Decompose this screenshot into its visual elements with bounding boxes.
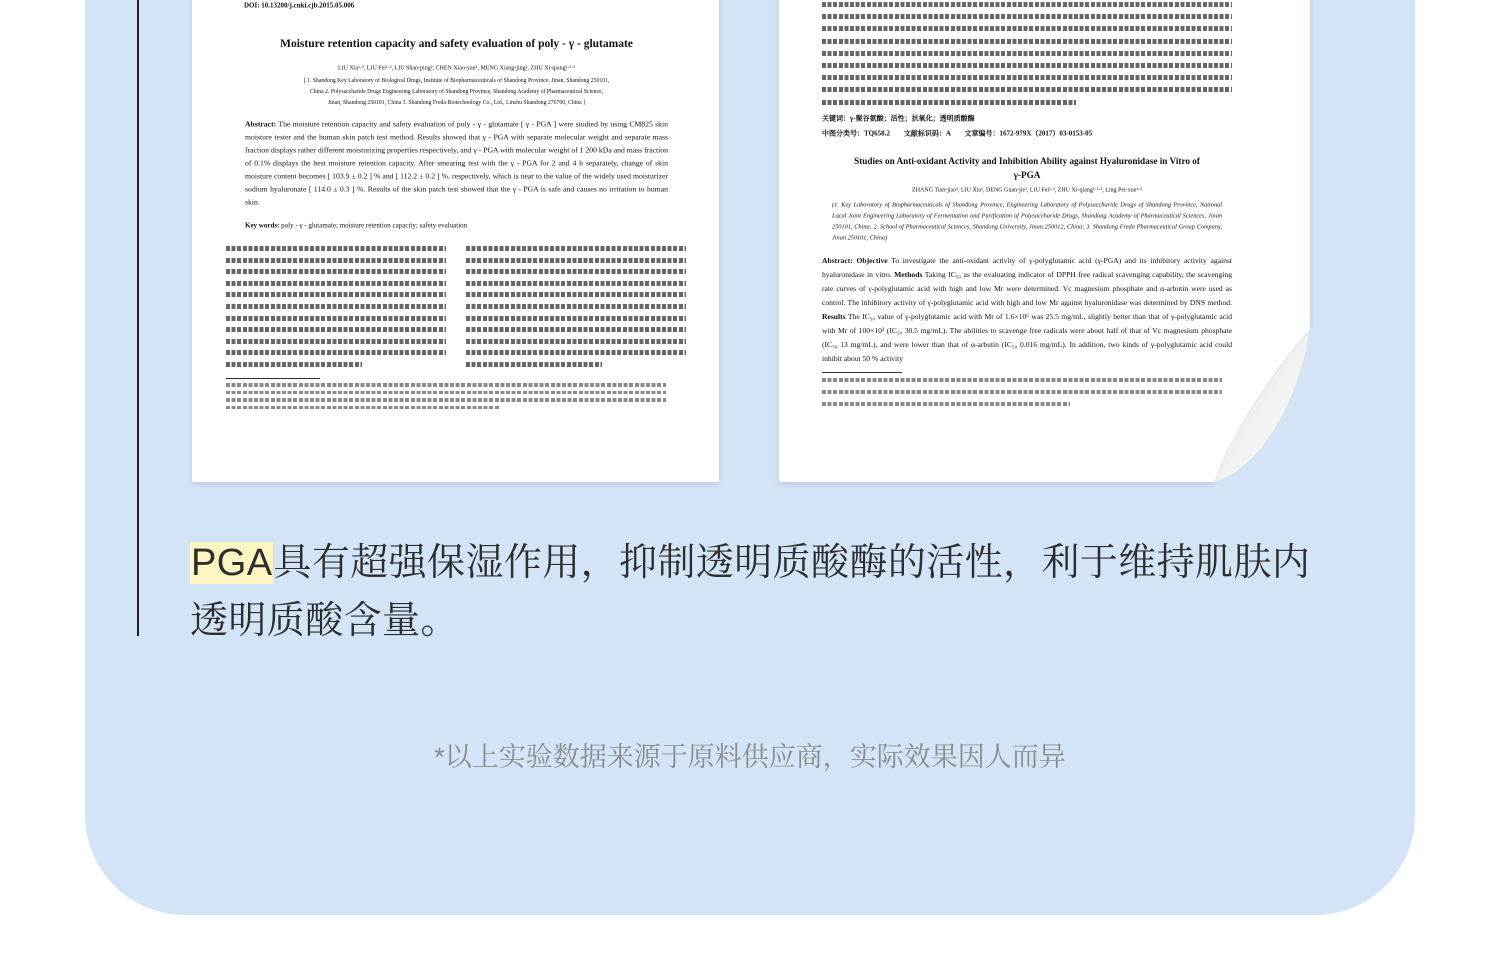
footnote-rule bbox=[226, 378, 320, 379]
methods-label: Methods bbox=[894, 270, 923, 279]
illegible-text-line bbox=[226, 362, 362, 367]
page-curl-icon bbox=[1200, 320, 1316, 490]
abstract-text: The moisture retention capacity and safety evaluation of poly - γ - glutamate [ γ - PGA ] were studied by using CM825 skin moisture tester and the human skin patch test method. Results showed that γ - PGA with separate molecular weight and separate mass fraction displays rather different moisturizing properties respectively, and γ - PGA with molecular weight of 1 200 kDa and mass fraction of 0.1% displays the best moisture retention capacity. After smearing test with the γ - PGA for 2 and 4 h separately, change of skin moisture content becomes [ 103.9 ± 0.2 ] % and [ 112.2 ± 0.2 ] %, respectively, which is near to the value of the widely used moisturizer sodium hyaluronate [ 114.0 ± 0.3 ] %. Results of the skin patch test showed that the γ - PGA is safe and causes no irritation to human skin. bbox=[245, 120, 668, 207]
illegible-text-line bbox=[466, 246, 686, 251]
illegible-text-line bbox=[466, 316, 686, 321]
illegible-text-line bbox=[466, 269, 686, 274]
illegible-text-line bbox=[226, 316, 446, 321]
body-column-right bbox=[466, 246, 686, 376]
objective-text: To investigate the anti-oxidant activity of γ-polyglutamic acid (γ-PGA) and its inhibitory activity against hyaluronidase in vitro. bbox=[822, 256, 1232, 279]
headline bbox=[190, 534, 1310, 650]
paper-abstract bbox=[822, 254, 1232, 366]
affiliation-line: Jinan, Shandong 250101, China 3. Shandong Freda Biotechnology Co., Ltd., Linshu Shandong 276700, China ] bbox=[327, 99, 586, 106]
illegible-text-line bbox=[466, 304, 686, 309]
paper-title-line2: γ-PGA bbox=[1013, 170, 1041, 180]
results-label: Results bbox=[822, 312, 846, 321]
footnote-rule bbox=[822, 372, 902, 373]
methods-text: Taking IC₅₀ as the evaluating indicator of DPPH free radical scavenging capability, the scavenging rate curves of γ-polyglutamic acid with high and low Mr were determined. Vc magnesium phosphate and α-arbutin were used as control. The inhibitory activity of γ-polyglutamic acid with high and low Mr against hyaluronidase was determined by DNS method. bbox=[822, 270, 1232, 307]
paper-title: Studies on Anti-oxidant Activity and Inhibition Ability against Hyaluronidase in Vitro of bbox=[854, 156, 1200, 166]
illegible-text-line bbox=[226, 246, 446, 251]
keywords-text: poly - γ - glutamate; moisture retention capacity; safety evaluation bbox=[281, 222, 468, 230]
illegible-text-line bbox=[226, 292, 446, 297]
illegible-text-line bbox=[226, 258, 446, 263]
headline-line2: 透明质酸含量。 bbox=[190, 600, 459, 642]
paper-authors: ZHANG Tian-jiao¹, LIU Xia¹, DENG Guan-jie², LIU Fei¹·², ZHU Xi-qiang¹·²·³, Ling Pei-xue¹·² bbox=[912, 186, 1142, 193]
paper-keywords bbox=[245, 222, 668, 230]
illegible-text-line bbox=[822, 402, 1070, 406]
paper-classification: 中图分类号：TQ658.2 文献标识码：A 文章编号：1672-979X（2017）03-0153-05 bbox=[822, 130, 1093, 138]
illegible-text-line bbox=[466, 362, 602, 367]
illegible-text-line bbox=[822, 87, 1232, 92]
illegible-text-line bbox=[226, 383, 666, 387]
objective-label: Objective bbox=[856, 256, 888, 265]
footnote-block bbox=[226, 383, 666, 415]
keywords-label: Key words: bbox=[245, 222, 280, 230]
abstract-label: Abstract: bbox=[822, 256, 853, 265]
paper-doi: DOI: 10.13200/j.cnki.cjb.2015.05.006 bbox=[244, 2, 355, 10]
highlight-pga: PGA bbox=[191, 542, 273, 584]
illegible-text-line bbox=[822, 390, 1222, 394]
illegible-text-line bbox=[226, 327, 446, 332]
illegible-text-line bbox=[226, 391, 666, 395]
paper-abstract bbox=[245, 118, 668, 222]
illegible-text-line bbox=[822, 26, 1232, 31]
paper-affiliations: (1. Key Laboratory of Biopharmaceuticals of Shandong Province, Engineering Laboratory of Polysaccharide Drugs of Shandong Province, National Local Joint Engineering Laboratory of Fermentation and Purification of Polysaccharide Drugs, Shandong Academy of Pharmaceutical Sciences, Jinan 250101, China; 2. School of Pharmaceutical Sciences, Shandong University, Jinan 250012, China; 3. Shandong Freda Pharmaceutical Group Company, Jinan 250101, China) bbox=[832, 201, 1222, 241]
illegible-text-line bbox=[226, 281, 446, 286]
headline-line1 bbox=[190, 534, 1310, 592]
illegible-text-line bbox=[466, 350, 686, 355]
affiliation-line: [ 1. Shandong Key Laboratory of Biological Drugs, Institute of Biopharmaceuticals of Shandong Province, Jinan, Shandong 250101, bbox=[303, 77, 610, 84]
illegible-text-line bbox=[822, 2, 1232, 7]
illegible-text-line bbox=[226, 269, 446, 274]
affiliation-line: China 2. Polysaccharide Drugs Engineering Laboratory of Shandong Province, Shandong Academy of Pharmaceutical Science, bbox=[309, 88, 604, 95]
illegible-text-line bbox=[822, 51, 1232, 56]
illegible-text-line bbox=[226, 406, 499, 410]
disclaimer-footnote: *以上实验数据来源于原料供应商，实际效果因人而异 bbox=[434, 742, 1066, 772]
illegible-text-line bbox=[466, 327, 686, 332]
body-column-left bbox=[226, 246, 446, 376]
footnote-block bbox=[822, 378, 1222, 408]
illegible-text-line bbox=[226, 350, 446, 355]
headline-line1-text: 具有超强保湿作用，抑制透明质酸酶的活性，利于维持肌肤内 bbox=[273, 542, 1311, 584]
illegible-text-line bbox=[226, 398, 666, 402]
chinese-abstract-block bbox=[822, 2, 1232, 112]
illegible-text-line bbox=[466, 292, 686, 297]
paper-affiliations bbox=[240, 75, 673, 108]
illegible-text-line bbox=[822, 378, 1222, 382]
illegible-text-line bbox=[226, 339, 446, 344]
illegible-text-line bbox=[822, 14, 1232, 19]
research-paper-left bbox=[192, 0, 719, 482]
paper-authors: LIU Xia¹·², LIU Fei¹·², LIU Shan-ping², CHEN Xiao-yan¹, MENG Xiang-jing², ZHU Xi-qiang¹·²·³ bbox=[338, 64, 575, 71]
illegible-text-line bbox=[466, 258, 686, 263]
illegible-text-line bbox=[822, 75, 1232, 80]
illegible-text-line bbox=[822, 100, 1076, 105]
illegible-text-line bbox=[466, 339, 686, 344]
vertical-divider-line bbox=[137, 0, 139, 636]
illegible-text-line bbox=[822, 63, 1232, 68]
illegible-text-line bbox=[822, 39, 1232, 44]
illegible-text-line bbox=[466, 281, 686, 286]
illegible-text-line bbox=[226, 304, 446, 309]
paper-title: Moisture retention capacity and safety evaluation of poly - γ - glutamate bbox=[280, 37, 633, 50]
abstract-label: Abstract: bbox=[245, 120, 277, 129]
paper-keywords-cn: 关键词：γ-聚谷氨酸；活性；抗氧化；透明质酸酶 bbox=[822, 115, 975, 123]
results-text: The IC₅₀ value of γ-polyglutamic acid with Mr of 1.6×10⁶ was 25.5 mg/mL, slightly better than that of γ-polyglutamic acid with Mr of 100×10³ (IC₅₀ 30.5 mg/mL). The abilities to scavenge free radicals were about half of that of Vc magnesium phosphate (IC₅₀ 13 mg/mL), and were lower than that of α-arbutin (IC₅₀ 0.016 mg/mL). In addition, two kinds of γ-polyglutamic acid could inhibit about 50 % activity bbox=[822, 312, 1232, 363]
